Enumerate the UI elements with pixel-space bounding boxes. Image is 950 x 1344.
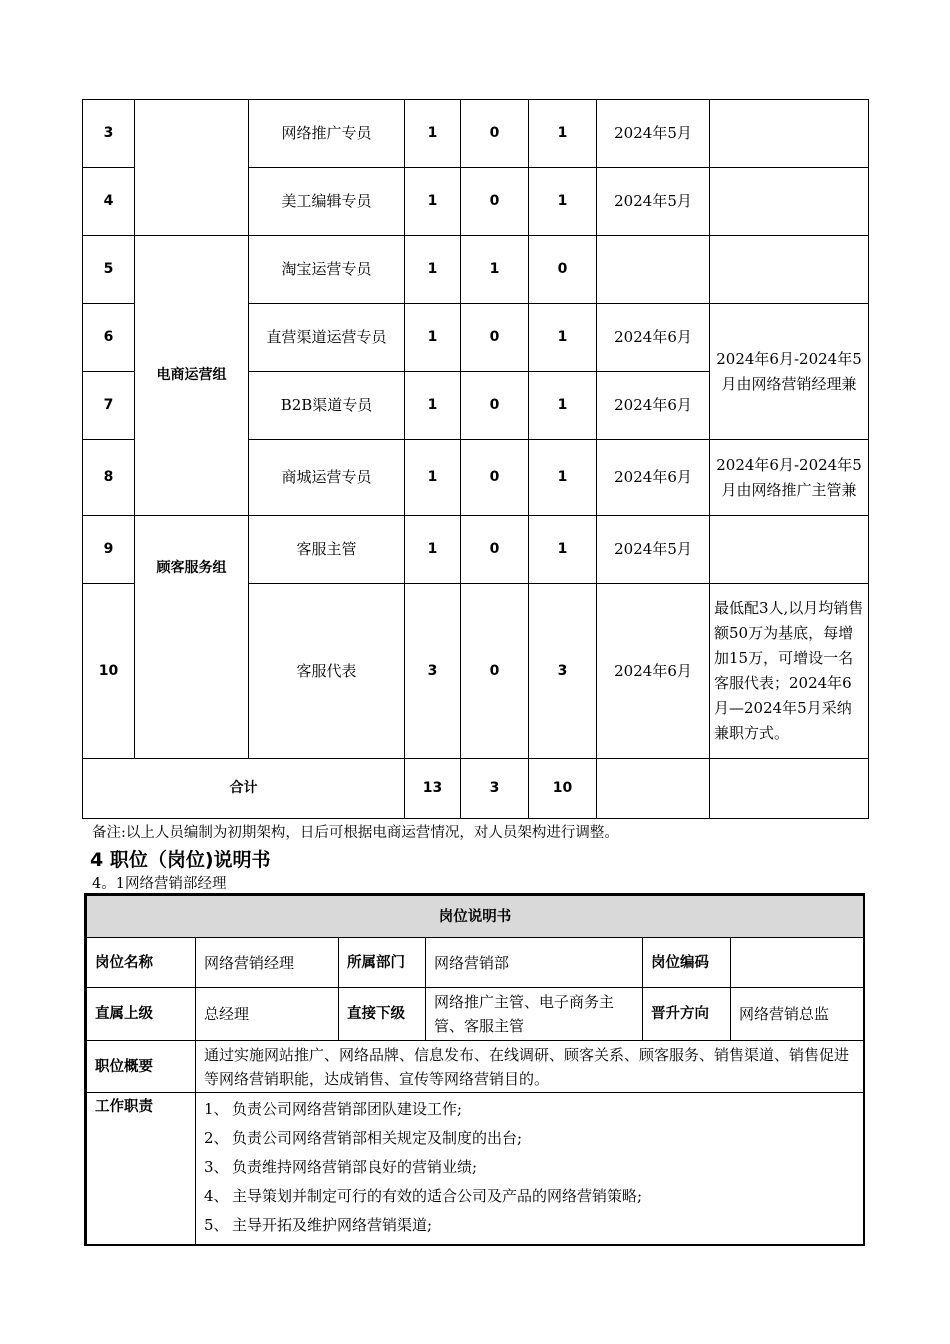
hire-date: 2024年6月 xyxy=(597,584,710,759)
section-heading xyxy=(90,845,271,872)
remark-cell: 最低配3人,以月均销售额50万为基底，每增加15万，可增设一名客服代表；2024年6月—2024年5月采纳兼职方式。 xyxy=(710,584,869,759)
to-hire-count: 1 xyxy=(529,516,597,584)
label-summary: 职位概要 xyxy=(87,1041,196,1093)
total-remark-empty xyxy=(710,759,869,819)
hire-date: 2024年5月 xyxy=(597,100,710,168)
existing-count: 0 xyxy=(461,440,529,516)
remark-cell xyxy=(710,168,869,236)
position-cell: 直营渠道运营专员 xyxy=(249,304,405,372)
to-hire-count: 1 xyxy=(529,304,597,372)
label-duties: 工作职责 xyxy=(87,1093,196,1245)
table-row xyxy=(83,236,869,304)
row-number: 6 xyxy=(83,304,135,372)
existing-count: 0 xyxy=(461,584,529,759)
job-description-table xyxy=(86,895,864,1245)
label-superior: 直属上级 xyxy=(87,988,196,1041)
position-cell: 客服主管 xyxy=(249,516,405,584)
planned-count: 1 xyxy=(405,372,461,440)
existing-count: 0 xyxy=(461,168,529,236)
row-number: 3 xyxy=(83,100,135,168)
position-cell: 淘宝运营专员 xyxy=(249,236,405,304)
remark-cell xyxy=(710,100,869,168)
row-number: 8 xyxy=(83,440,135,516)
table-row xyxy=(83,516,869,584)
section-number: 4 xyxy=(90,849,104,871)
total-date-empty xyxy=(597,759,710,819)
label-department: 所属部门 xyxy=(339,938,426,988)
hire-date: 2024年6月 xyxy=(597,304,710,372)
to-hire-count: 3 xyxy=(529,584,597,759)
row-number: 7 xyxy=(83,372,135,440)
row-number: 10 xyxy=(83,584,135,759)
job-description-box xyxy=(84,893,865,1246)
subsection-heading: 4。1网络营销部经理 xyxy=(92,876,227,892)
row-number: 9 xyxy=(83,516,135,584)
table-remark: 备注:以上人员编制为初期架构，日后可根据电商运营情况，对人员架构进行调整。 xyxy=(92,825,619,841)
existing-count: 0 xyxy=(461,304,529,372)
position-cell: 客服代表 xyxy=(249,584,405,759)
to-hire-count: 1 xyxy=(529,440,597,516)
list-item: 1、 负责公司网络营销部团队建设工作; xyxy=(204,1100,463,1118)
existing-count: 0 xyxy=(461,516,529,584)
section-title: 职位（岗位)说明书 xyxy=(109,849,271,871)
planned-count: 1 xyxy=(405,236,461,304)
table-row xyxy=(83,100,869,168)
existing-count: 1 xyxy=(461,236,529,304)
table-row xyxy=(87,1093,864,1245)
position-cell: 商城运营专员 xyxy=(249,440,405,516)
staffing-table xyxy=(82,99,869,819)
position-cell: 美工编辑专员 xyxy=(249,168,405,236)
remark-cell: 2024年6月-2024年5月由网络推广主管兼 xyxy=(710,440,869,516)
to-hire-count: 1 xyxy=(529,168,597,236)
existing-count: 0 xyxy=(461,372,529,440)
planned-count: 1 xyxy=(405,440,461,516)
label-promotion: 晋升方向 xyxy=(643,988,731,1041)
to-hire-count: 1 xyxy=(529,100,597,168)
table-row xyxy=(87,938,864,988)
job-description-title: 岗位说明书 xyxy=(87,896,864,938)
position-cell: 网络推广专员 xyxy=(249,100,405,168)
planned-count: 1 xyxy=(405,304,461,372)
label-subordinate: 直接下级 xyxy=(339,988,426,1041)
remark-cell: 2024年6月-2024年5月由网络营销经理兼 xyxy=(710,304,869,440)
remark-cell xyxy=(710,516,869,584)
value-department: 网络营销部 xyxy=(426,938,643,988)
label-position-name: 岗位名称 xyxy=(87,938,196,988)
list-item: 4、 主导策划并制定可行的有效的适合公司及产品的网络营销策略; xyxy=(204,1187,643,1205)
planned-count: 1 xyxy=(405,100,461,168)
hire-date: 2024年5月 xyxy=(597,168,710,236)
position-cell: B2B渠道专员 xyxy=(249,372,405,440)
group-customer-service: 顾客服务组 xyxy=(135,516,249,759)
planned-count: 3 xyxy=(405,584,461,759)
value-promotion: 网络营销总监 xyxy=(731,988,864,1041)
list-item: 2、 负责公司网络营销部相关规定及制度的出台; xyxy=(204,1129,523,1147)
list-item: 5、 主导开拓及维护网络营销渠道; xyxy=(204,1216,433,1234)
table-row xyxy=(87,1041,864,1093)
remark-cell xyxy=(710,236,869,304)
value-position-name: 网络营销经理 xyxy=(196,938,339,988)
hire-date: 2024年6月 xyxy=(597,440,710,516)
existing-count: 0 xyxy=(461,100,529,168)
hire-date xyxy=(597,236,710,304)
value-subordinate: 网络推广主管、电子商务主管、客服主管 xyxy=(426,988,643,1041)
total-row xyxy=(83,759,869,819)
hire-date: 2024年6月 xyxy=(597,372,710,440)
total-to-hire: 10 xyxy=(529,759,597,819)
table-row xyxy=(87,988,864,1041)
value-position-code xyxy=(731,938,864,988)
group-ecommerce: 电商运营组 xyxy=(135,236,249,516)
label-position-code: 岗位编码 xyxy=(643,938,731,988)
hire-date: 2024年5月 xyxy=(597,516,710,584)
total-label: 合计 xyxy=(83,759,405,819)
planned-count: 1 xyxy=(405,168,461,236)
to-hire-count: 0 xyxy=(529,236,597,304)
to-hire-count: 1 xyxy=(529,372,597,440)
value-superior: 总经理 xyxy=(196,988,339,1041)
row-number: 5 xyxy=(83,236,135,304)
total-planned: 13 xyxy=(405,759,461,819)
planned-count: 1 xyxy=(405,516,461,584)
list-item: 3、 负责维持网络营销部良好的营销业绩; xyxy=(204,1158,478,1176)
row-number: 4 xyxy=(83,168,135,236)
table-row xyxy=(87,896,864,938)
total-existing: 3 xyxy=(461,759,529,819)
group-cell-empty xyxy=(135,100,249,236)
value-summary: 通过实施网站推广、网络品牌、信息发布、在线调研、顾客关系、顾客服务、销售渠道、销售促进等网络营销职能，达成销售、宣传等网络营销目的。 xyxy=(196,1041,864,1093)
duties-list xyxy=(196,1093,864,1245)
